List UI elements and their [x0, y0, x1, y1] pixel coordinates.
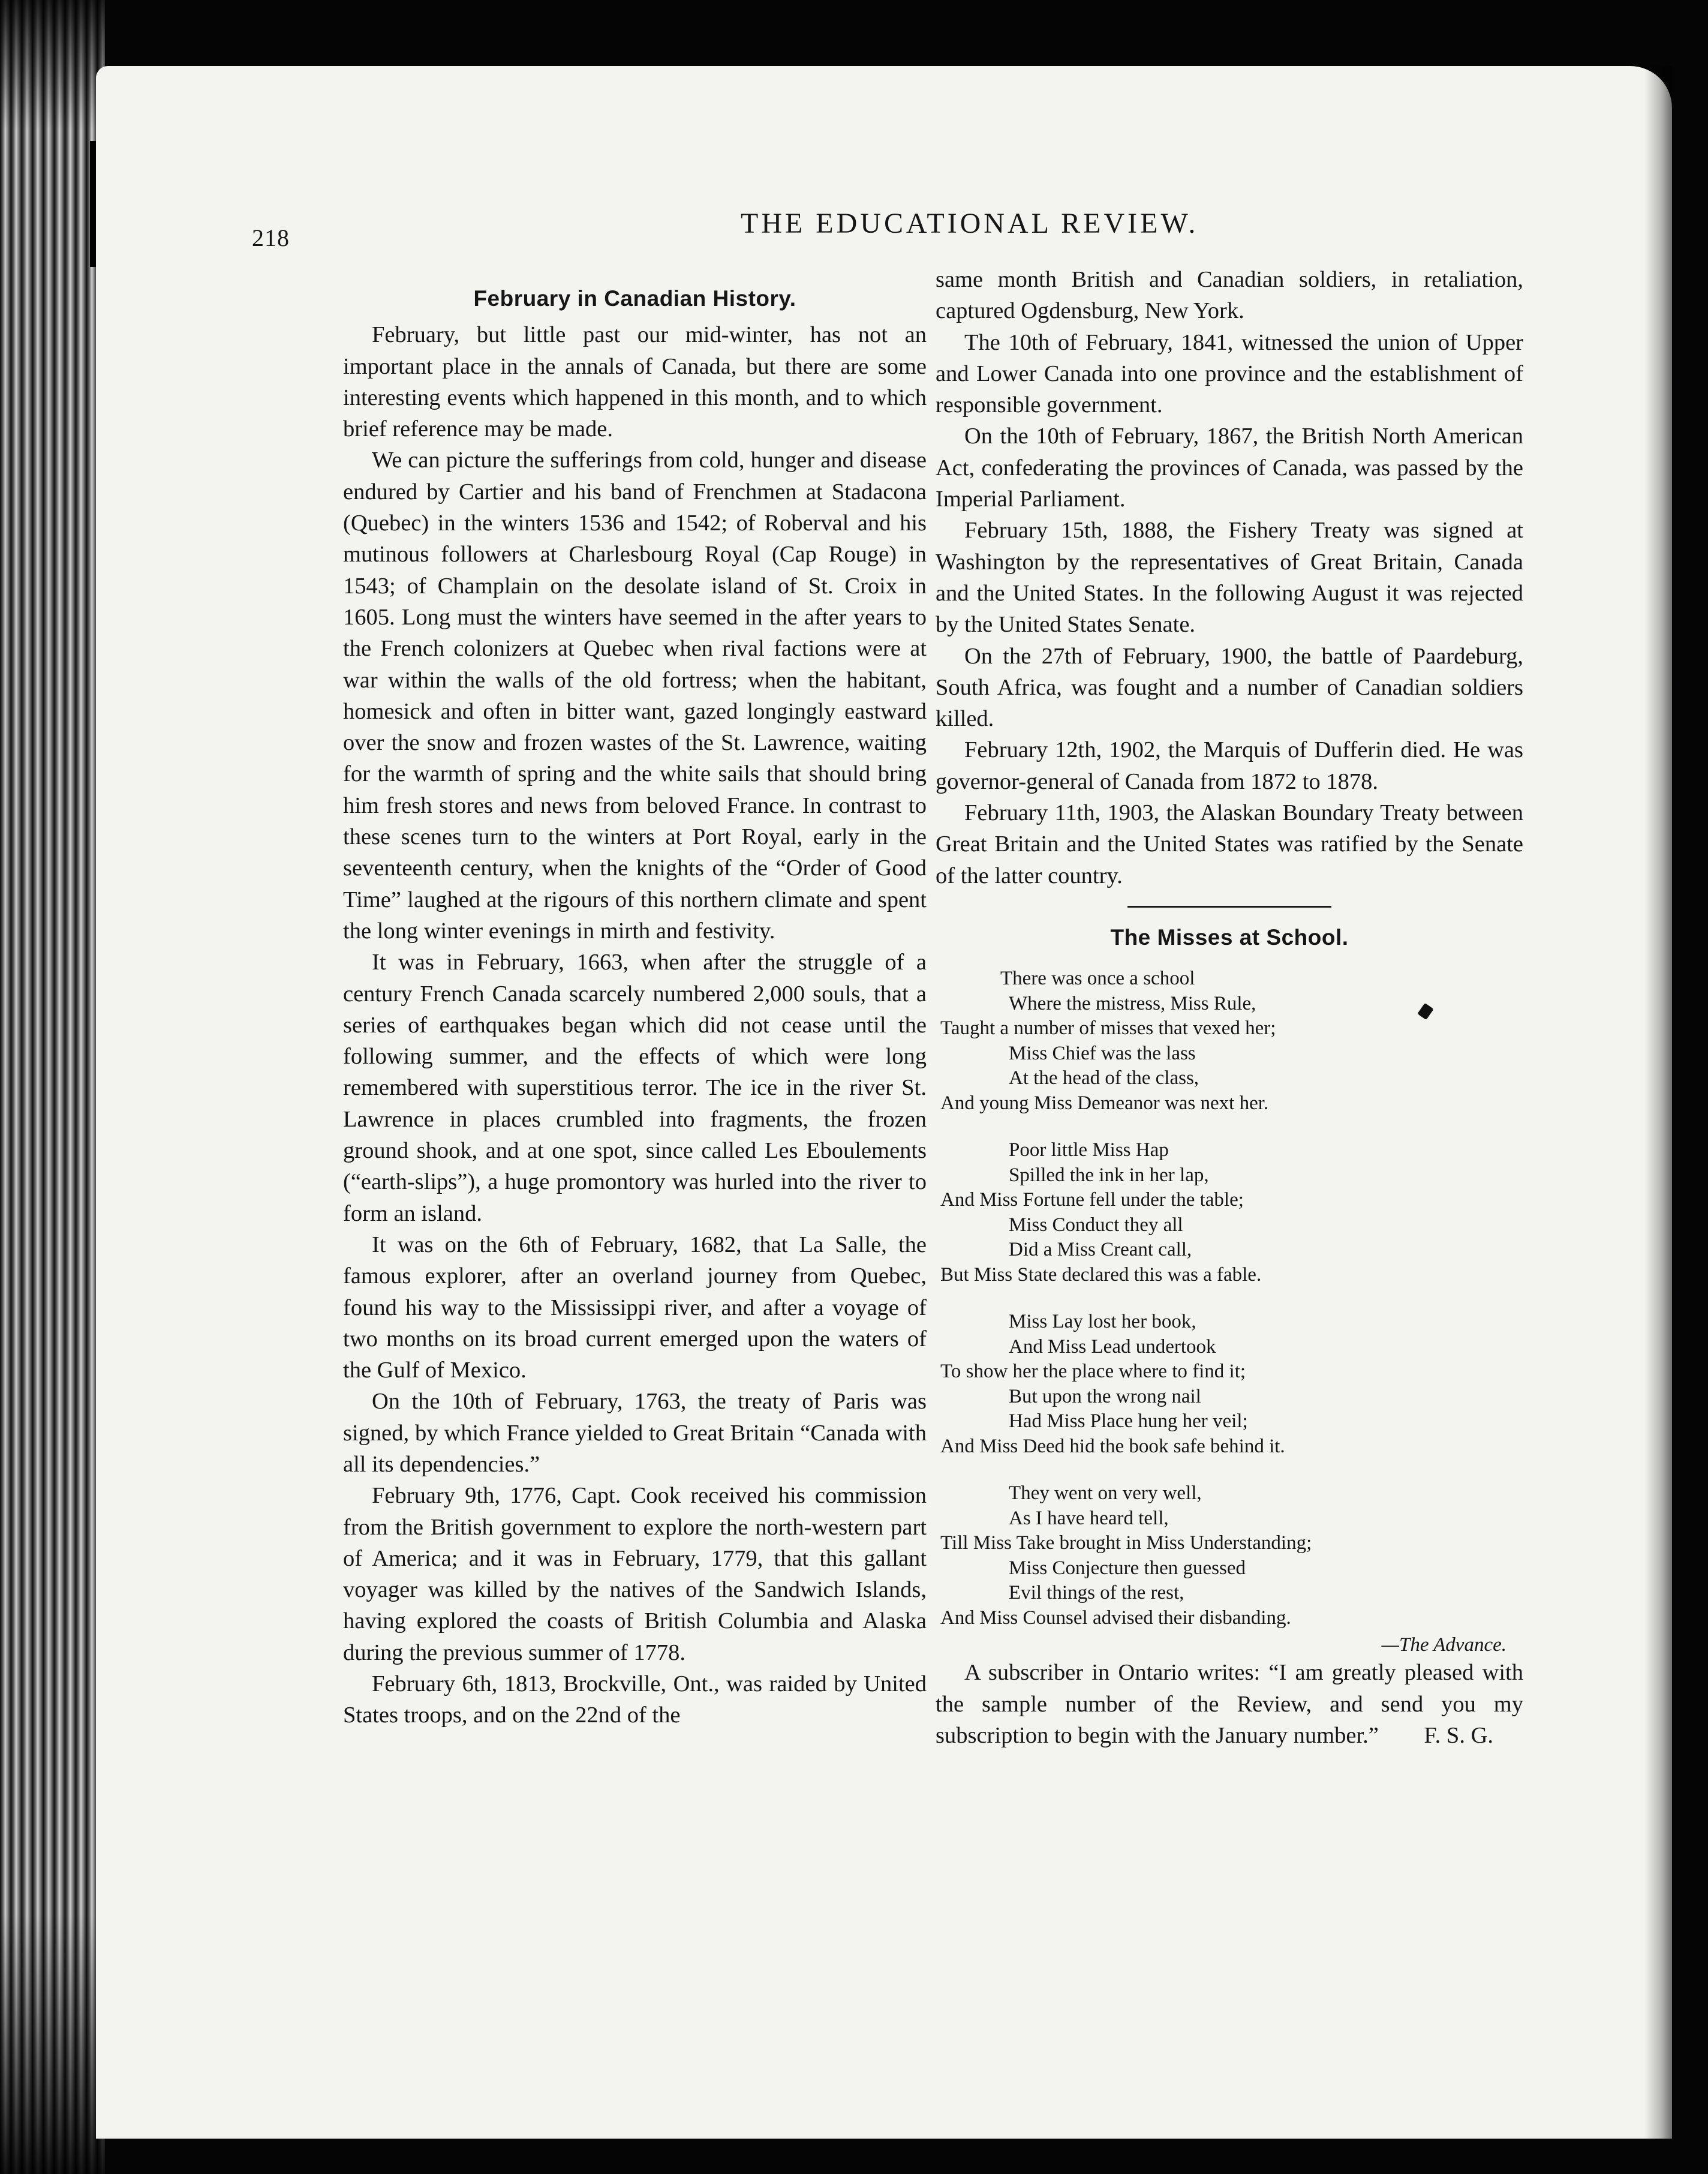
section-divider [1127, 906, 1331, 908]
poem-line: As I have heard tell, [1009, 1507, 1169, 1529]
article-paragraph: It was on the 6th of February, 1682, that La Salle, the famous explorer, after an overland journey from Quebec, found his way to the Mississippi river, and after a voyage of two months on its broad current emerged upon the waters of the Gulf of Mexico. [343, 1232, 927, 1383]
subscriber-note-text: A subscriber in Ontario writes: “I am greatly pleased with the sample number of the Review, and send you my subscription to begin with the January number.” [936, 1660, 1523, 1748]
article-continuation: same month British and Canadian soldiers, in retaliation, captured Ogdensburg, New York. [936, 267, 1523, 324]
article-title: February in Canadian History. [473, 286, 796, 311]
poem-stanza [936, 1481, 1523, 1630]
subscriber-note [936, 1657, 1523, 1751]
article-paragraph: February 15th, 1888, the Fishery Treaty was signed at Washington by the representatives of Great Britain, Canada and the United States. In the following August it was rejected by the United States Senate. [936, 518, 1523, 638]
article-paragraph: February 12th, 1902, the Marquis of Dufferin died. He was governor-general of Canada from 1872 to 1878. [936, 737, 1523, 794]
poem-stanza [936, 1138, 1523, 1287]
article-paragraph: February 6th, 1813, Brockville, Ont., was raided by United States troops, and on the 22nd of the [343, 1671, 927, 1728]
poem [936, 966, 1523, 1657]
poem-line: Where the mistress, Miss Rule, [1009, 992, 1256, 1014]
poem-title: The Misses at School. [1110, 924, 1349, 950]
poem-line: Evil things of the rest, [1009, 1582, 1184, 1604]
page-edge-shadow [1644, 66, 1672, 2139]
poem-line: To show her the place where to find it; [940, 1361, 1246, 1383]
running-head: THE EDUCATIONAL REVIEW. [741, 208, 1199, 239]
article-paragraph: On the 10th of February, 1763, the treaty of Paris was signed, by which France yielded to Great Britain “Canada with all its dependencies.” [343, 1389, 927, 1477]
poem-line: Taught a number of misses that vexed her; [940, 1017, 1276, 1040]
right-column [936, 264, 1523, 1751]
article-paragraph: February, but little past our mid-winter, has not an important place in the annals of Canada, but there are some interesting events which happened in this month, and to which brief reference may be made. [343, 322, 927, 442]
poem-stanza [936, 1310, 1523, 1459]
page-header [252, 207, 1391, 261]
poem-attribution: —The Advance. [1381, 1634, 1506, 1656]
poem-line: And young Miss Demeanor was next her. [940, 1092, 1269, 1114]
subscriber-signature: F. S. G. [1424, 1722, 1493, 1748]
left-column [343, 283, 927, 1731]
poem-line: Miss Conjecture then guessed [1009, 1557, 1246, 1579]
page-number: 218 [252, 224, 290, 251]
article-paragraph: On the 27th of February, 1900, the battle of Paardeburg, South Africa, was fought and a number of Canadian soldiers killed. [936, 643, 1523, 732]
poem-line: But upon the wrong nail [1009, 1385, 1201, 1407]
poem-line: And Miss Lead undertook [1009, 1335, 1216, 1358]
poem-line: But Miss State declared this was a fable. [940, 1263, 1262, 1286]
poem-line: Miss Lay lost her book, [1009, 1311, 1196, 1333]
poem-line: Had Miss Place hung her veil; [1009, 1410, 1248, 1433]
poem-line: Did a Miss Creant call, [1009, 1239, 1192, 1261]
article-paragraph: The 10th of February, 1841, witnessed the union of Upper and Lower Canada into one province and the establishment of responsible government. [936, 329, 1523, 418]
poem-line: And Miss Fortune fell under the table; [940, 1189, 1244, 1211]
poem-stanza [936, 966, 1523, 1116]
poem-line: And Miss Counsel advised their disbanding. [940, 1607, 1291, 1629]
poem-line: Till Miss Take brought in Miss Understanding; [940, 1532, 1312, 1554]
binding-shadow [0, 0, 105, 2174]
poem-line: They went on very well, [1009, 1482, 1202, 1505]
article-paragraph: February 11th, 1903, the Alaskan Boundary Treaty between Great Britain and the United States was ratified by the Senate of the latter country. [936, 800, 1523, 888]
poem-line: Poor little Miss Hap [1009, 1139, 1169, 1161]
poem-line: Miss Conduct they all [1009, 1214, 1183, 1236]
article-paragraph: On the 10th of February, 1867, the British North American Act, confederating the provinces of Canada, was passed by the Imperial Parliament. [936, 424, 1523, 512]
poem-line: And Miss Deed hid the book safe behind it. [940, 1435, 1285, 1457]
article-paragraph: We can picture the sufferings from cold, hunger and disease endured by Cartier and his band of Frenchmen at Stadacona (Quebec) in the winters 1536 and 1542; of Roberval and his mutinous followers at Charlesbourg Royal (Cap Rouge) in 1543; of Champlain on the desolate island of St. Croix in 1605. Long must the winters have seemed in the after years to the French colonizers at Quebec when rival factions were at war within the walls of the old fortress; when the habitant, homesick and often in bitter want, gazed longingly eastward over the snow and frozen wastes of the St. Lawrence, waiting for the warmth of spring and the white sails that should bring him fresh stores and news from beloved France. In contrast to these scenes turn to the winters at Port Royal, early in the seventeenth century, when the knights of the “Order of Good Time” laughed at the rigours of this northern climate and spent the long winter evenings in mirth and festivity. [343, 448, 927, 944]
poem-line: At the head of the class, [1009, 1067, 1199, 1089]
poem-line: There was once a school [1000, 968, 1195, 990]
poem-line: Spilled the ink in her lap, [1009, 1164, 1209, 1186]
article-paragraph: It was in February, 1663, when after the struggle of a century French Canada scarcely numbered 2,000 souls, that a series of earthquakes began which did not cease until the following summer, and the effects of which were long remembered with superstitious terror. The ice in the river St. Lawrence in places crumbled into fragments, the frozen ground shook, and at one spot, since called Les Eboulements (“earth-slips”), a huge promontory was hurled into the river to form an island. [343, 950, 927, 1226]
article-paragraph: February 9th, 1776, Capt. Cook received his commission from the British government to explore the north-western part of America; and it was in February, 1779, that this gallant voyager was killed by the natives of the Sandwich Islands, having explored the coasts of British Columbia and Alaska during the previous summer of 1778. [343, 1483, 927, 1665]
poem-line: Miss Chief was the lass [1009, 1042, 1196, 1064]
